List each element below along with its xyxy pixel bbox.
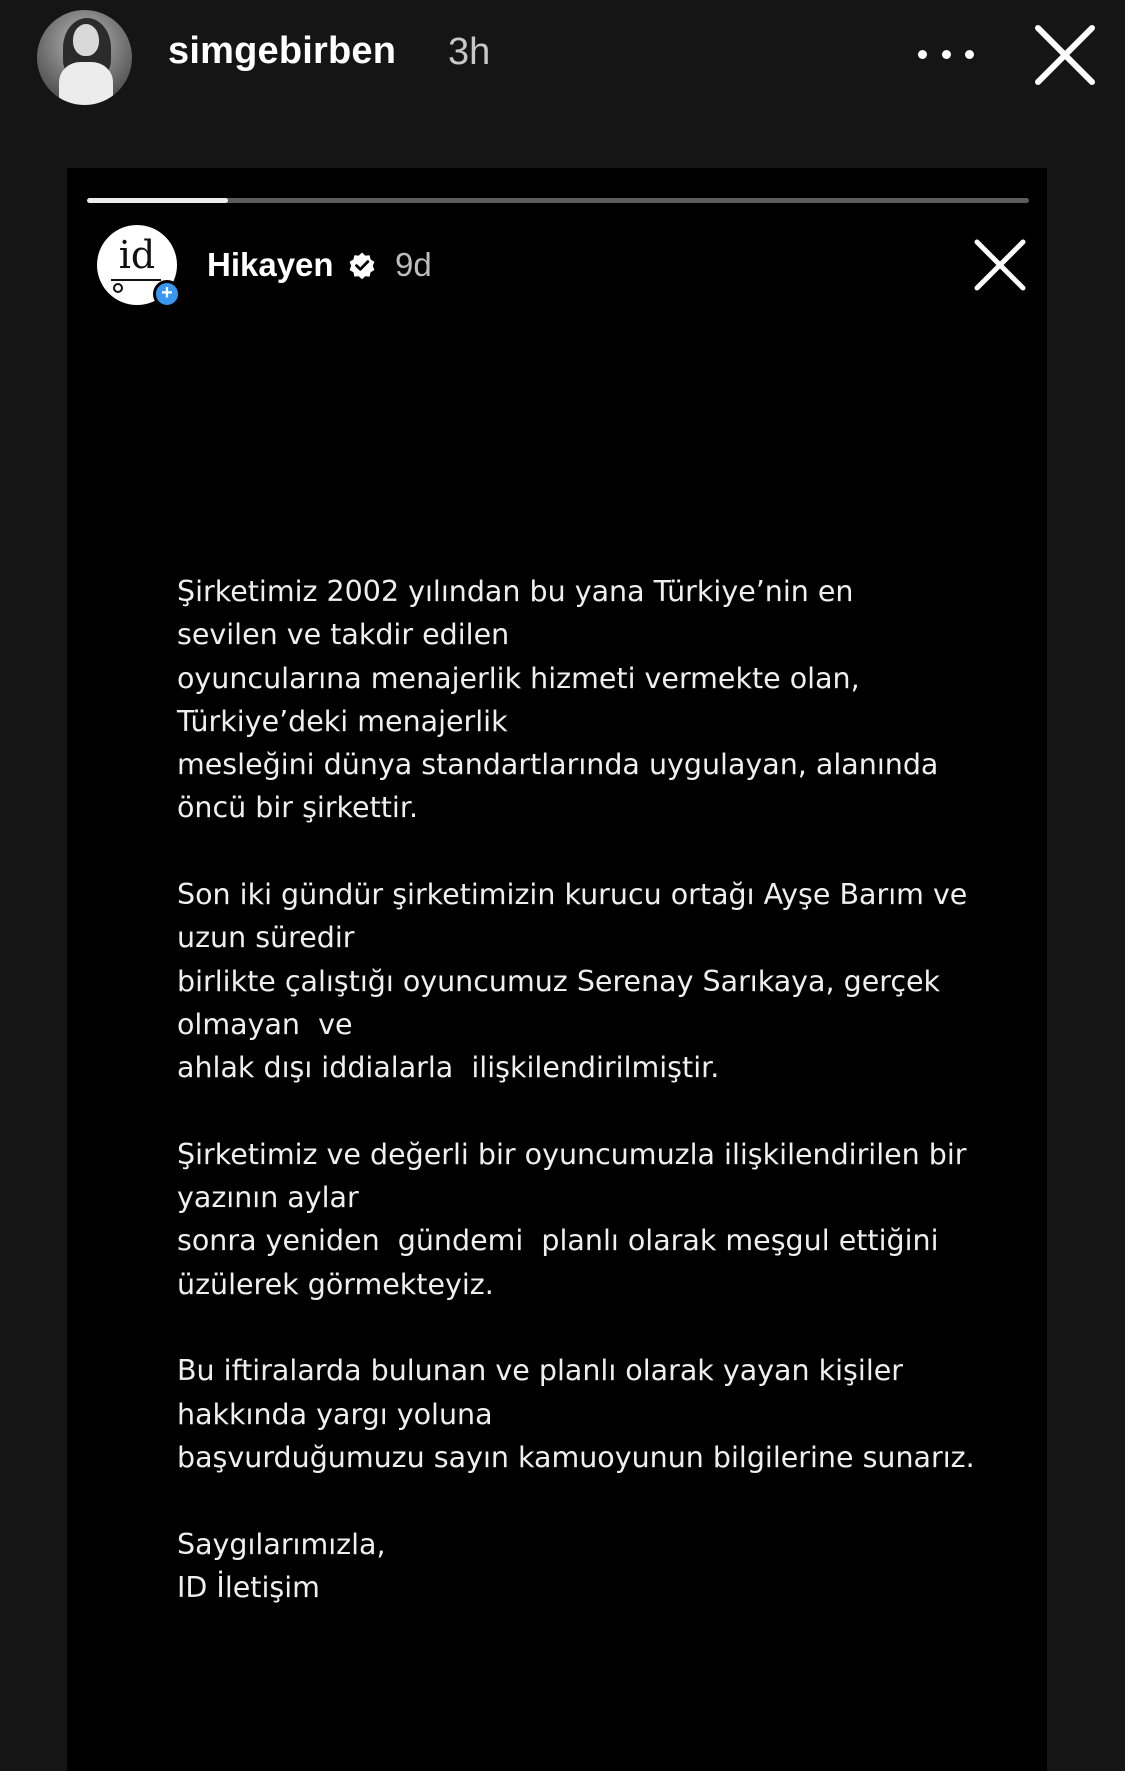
statement-line: sevilen ve takdir edilen (177, 618, 510, 652)
more-horizontal-icon (942, 50, 951, 59)
statement-line: oyuncularına menajerlik hizmeti vermekte olan, (177, 661, 860, 695)
statement-line: yazının aylar (177, 1181, 359, 1215)
statement-text (177, 570, 1037, 1609)
statement-line: Şirketimiz ve değerli bir oyuncumuzla ilişkilendirilen bir (177, 1137, 967, 1171)
verified-badge-icon (348, 251, 376, 279)
plus-icon[interactable]: + (153, 280, 181, 308)
story-username[interactable]: simgebirben (168, 30, 397, 72)
story-timestamp: 3h (448, 31, 491, 73)
statement-line: üzülerek görmekteyiz. (177, 1267, 494, 1301)
id-logo: id (118, 233, 156, 277)
close-icon[interactable] (1034, 24, 1096, 86)
more-horizontal-icon (918, 50, 927, 59)
paragraph-gap (177, 830, 1037, 873)
logo-circle-shape (113, 283, 123, 293)
avatar[interactable] (37, 10, 132, 105)
statement-line: uzun süredir (177, 921, 355, 955)
story-header (0, 0, 1125, 120)
paragraph-gap (177, 1306, 1037, 1349)
statement-line: ahlak dışı iddialarla ilişkilendirilmiştir. (177, 1051, 720, 1085)
statement-line: öncü bir şirkettir. (177, 791, 419, 825)
reshared-timestamp: 9d (395, 246, 432, 283)
close-icon[interactable] (973, 238, 1027, 292)
avatar-face-shape (73, 24, 99, 56)
statement-line: ID İletişim (177, 1570, 320, 1604)
statement-line: hakkında yargı yoluna (177, 1397, 493, 1431)
more-options-button[interactable] (918, 34, 974, 74)
statement-line: Saygılarımızla, (177, 1527, 386, 1561)
statement-line: Şirketimiz 2002 yılından bu yana Türkiye’nin en (177, 575, 854, 608)
statement-line: birlikte çalıştığı oyuncumuz Serenay Sarıkaya, gerçek (177, 964, 941, 998)
paragraph-gap (177, 1090, 1037, 1133)
avatar-body-shape (59, 62, 113, 105)
reshared-username[interactable]: Hikayen (207, 246, 334, 283)
statement-line: olmayan ve (177, 1007, 353, 1041)
story-progress-bar (87, 198, 1029, 203)
paragraph-gap (177, 1479, 1037, 1522)
statement-line: Türkiye’deki menajerlik (177, 704, 508, 738)
statement-line: sonra yeniden gündemi planlı olarak meşgul ettiğini (177, 1224, 939, 1258)
story-progress-fill (87, 198, 228, 203)
statement-line: başvurduğumuzu sayın kamuoyunun bilgilerine sunarız. (177, 1440, 975, 1474)
statement-line: Bu iftiralarda bulunan ve planlı olarak yayan kişiler (177, 1354, 903, 1388)
more-horizontal-icon (965, 50, 974, 59)
logo-underline-shape (111, 279, 161, 281)
statement-line: mesleğini dünya standartlarında uygulayan, alanında (177, 748, 939, 782)
statement-line: Son iki gündür şirketimizin kurucu ortağı Ayşe Barım ve (177, 878, 968, 912)
